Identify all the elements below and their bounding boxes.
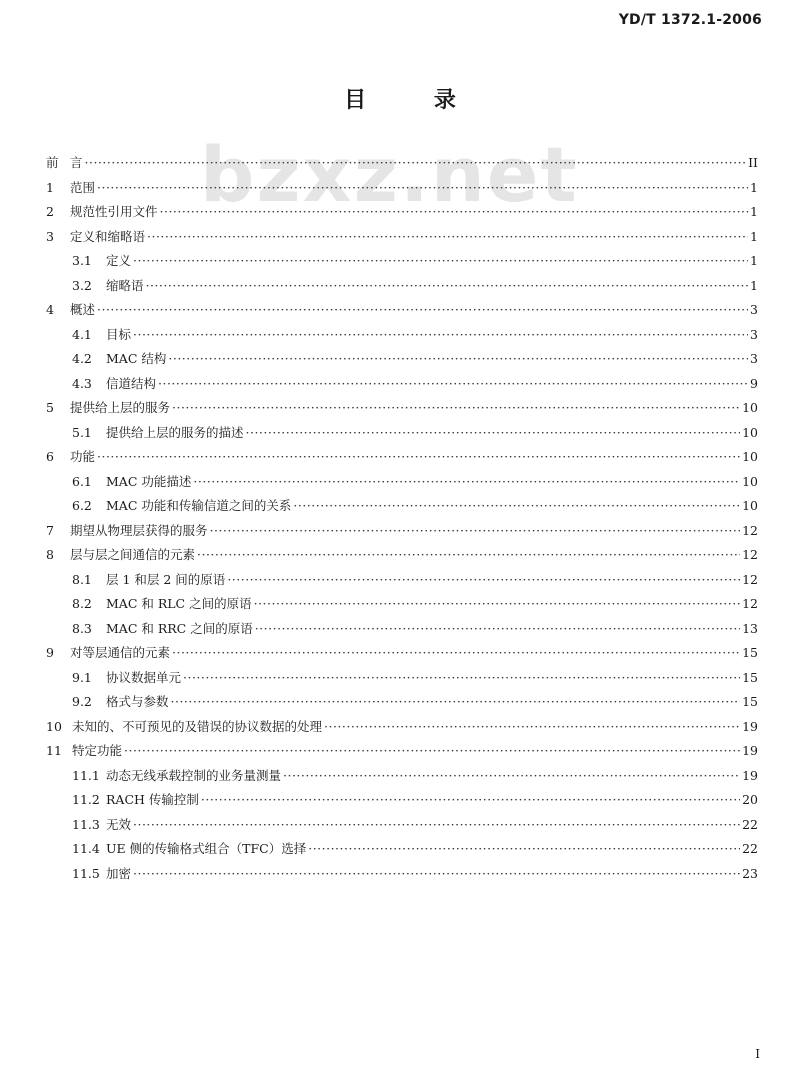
toc-entry-title: 提供给上层的服务的描述 [106,424,244,440]
toc-entry[interactable] [46,249,758,274]
toc-leader-dots [255,623,740,636]
toc-entry-number: 4.1 [72,326,92,342]
toc-entry-number: 6.2 [72,498,92,513]
toc-entry-page: 19 [742,767,758,783]
toc-entry-number: 3.1 [72,253,92,268]
toc-entry-number: 6 [46,449,54,464]
toc-entry[interactable] [46,445,758,470]
toc-entry-page: 1 [750,204,758,219]
toc-entry-number: 10 [46,718,62,734]
toc-entry[interactable] [46,813,758,838]
toc-entry-title: UE 侧的传输格式组合（TFC）选择 [106,841,307,856]
toc-entry[interactable] [46,641,758,666]
toc-entry[interactable] [46,592,758,617]
toc-entry-page: 20 [742,792,758,807]
toc-leader-dots [133,329,748,342]
toc-leader-dots [201,794,740,807]
toc-entry[interactable] [46,862,758,887]
toc-entry[interactable] [46,225,758,250]
toc-leader-dots [227,574,740,587]
toc-leader-dots [197,549,740,562]
toc-entry-title: 特定功能 [72,743,123,758]
toc-leader-dots [168,353,748,366]
toc-leader-dots [254,598,741,611]
toc-leader-dots [171,696,741,709]
toc-entry-title: 提供给上层的服务 [70,400,171,415]
table-of-contents [46,151,758,886]
toc-leader-dots [193,476,740,489]
toc-entry[interactable] [46,372,758,397]
toc-entry-number: 4 [46,302,54,317]
toc-entry-page: 1 [750,253,758,268]
toc-entry-number: 11.1 [72,767,100,783]
toc-entry-title: 功能 [70,449,96,464]
toc-entry-number: 5 [46,400,54,415]
toc-entry[interactable] [46,690,758,715]
toc-entry-title: 目标 [106,326,132,342]
toc-entry-page: 12 [742,522,758,538]
toc-entry[interactable] [46,396,758,421]
toc-leader-dots [246,427,741,440]
toc-leader-dots [85,157,747,170]
toc-entry-number: 6.1 [72,473,92,489]
toc-leader-dots [172,647,740,660]
toc-leader-dots [97,182,748,195]
toc-entry-page: 10 [742,424,758,440]
toc-leader-dots [283,770,740,783]
toc-entry-number: 9 [46,645,54,660]
toc-entry-number: 3.2 [72,277,92,293]
toc-leader-dots [210,525,741,538]
toc-entry-page: 15 [742,694,758,709]
toc-entry-page: 12 [742,547,758,562]
toc-entry-title: 格式与参数 [106,694,169,709]
toc-entry-number: 11 [46,743,62,758]
toc-entry-page: 10 [742,449,758,464]
toc-entry-page: 15 [742,669,758,685]
toc-leader-dots [124,745,740,758]
toc-entry-page: 15 [742,645,758,660]
toc-entry-number: 8.3 [72,620,92,636]
toc-entry-title: MAC 结构 [106,351,167,366]
toc-entry-title: MAC 功能描述 [106,473,192,489]
toc-entry[interactable] [46,274,758,299]
toc-entry-page: 3 [750,302,758,317]
toc-entry[interactable] [46,323,758,348]
toc-leader-dots [308,843,740,856]
toc-leader-dots [133,868,740,881]
toc-entry-number: 8 [46,547,54,562]
toc-entry[interactable] [46,788,758,813]
toc-leader-dots [324,721,740,734]
toc-leader-dots [172,402,740,415]
toc-entry-number: 11.4 [72,841,100,856]
toc-entry-number: 9.1 [72,669,92,685]
toc-entry-title: MAC 和 RRC 之间的原语 [106,620,253,636]
toc-entry-number: 5.1 [72,424,92,440]
toc-entry-number: 4.2 [72,351,92,366]
toc-entry-title: 概述 [70,302,96,317]
toc-entry[interactable] [46,666,758,691]
toc-entry-page: 1 [750,228,758,244]
page-number: I [755,1047,760,1061]
toc-entry[interactable] [46,568,758,593]
toc-entry-title: 层与层之间通信的元素 [70,547,196,562]
toc-entry-number: 8.2 [72,596,92,611]
toc-entry-title: 信道结构 [106,375,157,391]
toc-entry-title: 未知的、不可预见的及错误的协议数据的处理 [72,718,323,734]
toc-entry[interactable] [46,837,758,862]
toc-entry-page: 3 [750,351,758,366]
toc-entry-number: 11.2 [72,792,100,807]
toc-entry-title: 缩略语 [106,277,144,293]
toc-entry-page: 3 [750,326,758,342]
toc-entry-title: 期望从物理层获得的服务 [70,522,208,538]
toc-entry-title: 范围 [70,179,96,195]
toc-entry-title: RACH 传输控制 [106,792,199,807]
toc-entry-number: 4.3 [72,375,92,391]
toc-leader-dots [160,206,749,219]
toc-entry[interactable] [46,519,758,544]
toc-entry-page: 1 [750,179,758,195]
toc-entry[interactable] [46,739,758,764]
toc-entry-page: 10 [742,498,758,513]
toc-entry-page: 23 [742,865,758,881]
toc-entry-title: 层 1 和层 2 间的原语 [106,571,226,587]
toc-entry-number: 前 [46,155,59,170]
toc-entry-number: 7 [46,522,54,538]
toc-entry-page: 12 [742,571,758,587]
toc-entry-page: 10 [742,400,758,415]
toc-entry[interactable] [46,151,758,176]
toc-entry-number: 11.3 [72,816,100,832]
toc-leader-dots [158,378,748,391]
toc-entry[interactable] [46,764,758,789]
toc-entry-page: 19 [742,718,758,734]
toc-entry-title: 对等层通信的元素 [70,645,171,660]
toc-entry-page: 19 [742,743,758,758]
watermark: bzxz.net [200,130,579,219]
standard-code: YD/T 1372.1-2006 [618,12,762,28]
toc-entry-number: 11.5 [72,865,100,881]
toc-entry-page: 1 [750,277,758,293]
toc-entry-number: 1 [46,179,54,195]
toc-entry-number: 8.1 [72,571,92,587]
toc-entry-page: 10 [742,473,758,489]
toc-entry-page: II [748,155,758,170]
toc-entry-page: 22 [742,841,758,856]
toc-entry-page: 12 [742,596,758,611]
toc-entry-page: 9 [750,375,758,391]
toc-entry-title: 无效 [106,816,132,832]
toc-entry[interactable] [46,176,758,201]
toc-leader-dots [133,819,740,832]
toc-entry-title: 定义 [106,253,132,268]
toc-entry[interactable] [46,200,758,225]
toc-entry-title: 协议数据单元 [106,669,182,685]
toc-entry[interactable] [46,347,758,372]
toc-entry-page: 13 [742,620,758,636]
toc-leader-dots [146,280,749,293]
toc-leader-dots [147,231,748,244]
toc-entry-title: 定义和缩略语 [70,228,146,244]
toc-entry-number: 9.2 [72,694,92,709]
toc-entry-title: 加密 [106,865,132,881]
toc-entry-title: 言 [70,155,83,170]
toc-leader-dots [183,672,740,685]
toc-leader-dots [97,304,748,317]
toc-entry[interactable] [46,543,758,568]
toc-entry-page: 22 [742,816,758,832]
toc-entry[interactable] [46,298,758,323]
toc-entry-number: 3 [46,228,54,244]
toc-entry-title: MAC 和 RLC 之间的原语 [106,596,252,611]
toc-entry[interactable] [46,715,758,740]
toc-entry-title: MAC 功能和传输信道之间的关系 [106,498,292,513]
toc-entry[interactable] [46,494,758,519]
toc-entry-number: 2 [46,204,54,219]
toc-entry[interactable] [46,617,758,642]
toc-entry[interactable] [46,421,758,446]
toc-leader-dots [133,255,748,268]
toc-leader-dots [293,500,740,513]
page-title: 目 录 [344,87,486,113]
toc-leader-dots [97,451,740,464]
toc-entry-title: 规范性引用文件 [70,204,158,219]
toc-entry[interactable] [46,470,758,495]
toc-entry-title: 动态无线承载控制的业务量测量 [106,767,282,783]
